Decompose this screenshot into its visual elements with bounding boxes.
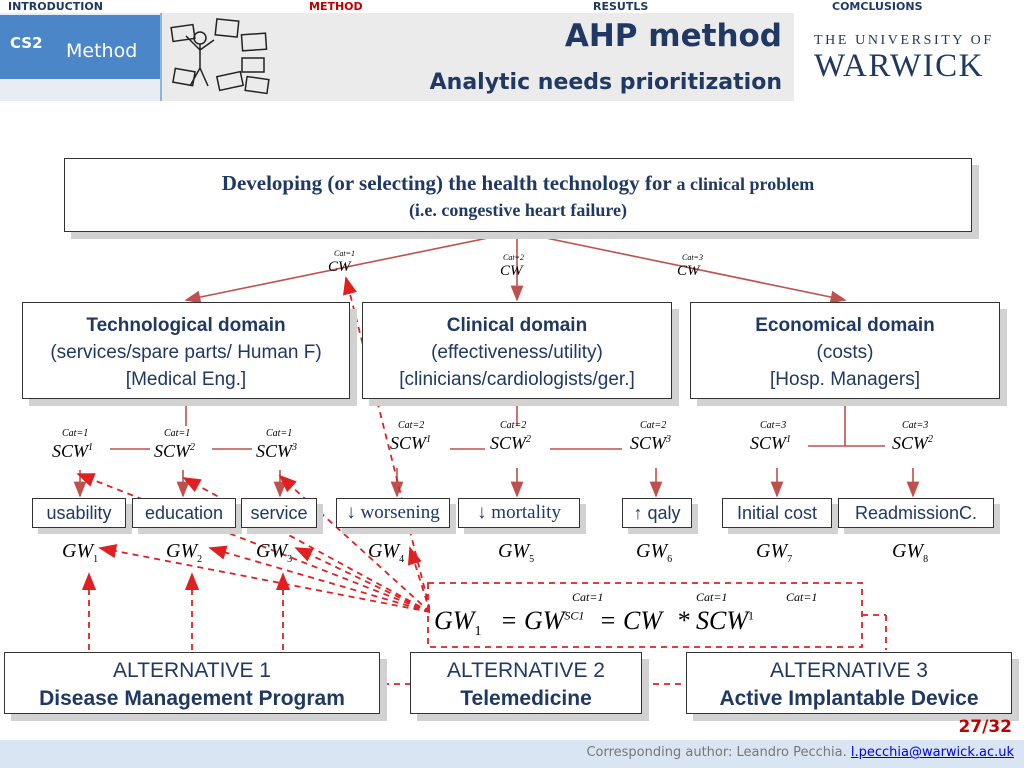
domain-stakeholders: [Hosp. Managers]	[770, 369, 920, 390]
scw-cat: Cat=2	[640, 420, 667, 431]
gw-label: $GW_3$	[256, 540, 293, 565]
domain-title: Economical domain	[755, 315, 935, 336]
formula-cat3: Cat=1	[786, 590, 818, 604]
domain-title: Clinical domain	[446, 315, 588, 336]
clinical-domain-box	[362, 302, 672, 399]
goal-line1: Developing (or selecting) the health technology for	[221, 171, 672, 195]
gw-label: $GW_2$	[166, 540, 203, 565]
domain-title: Technological domain	[86, 315, 286, 336]
page-title: AHP method	[564, 18, 782, 54]
author-email-link[interactable]: l.pecchia@warwick.ac.uk	[850, 745, 1014, 760]
gw-label: $GW_7$	[756, 540, 793, 565]
cw2-cat: Cat=2	[503, 253, 524, 262]
scw-label: SCW$^2$	[490, 433, 531, 453]
cw3-label: CW	[677, 263, 700, 279]
economical-domain-box	[690, 302, 1000, 399]
formula-cat2: Cat=1	[696, 590, 728, 604]
domain-stakeholders: [Medical Eng.]	[125, 369, 247, 390]
footer-author: Corresponding author: Leandro Pecchia.	[586, 745, 847, 760]
technological-domain-box	[22, 302, 350, 399]
alternative-name: Telemedicine	[460, 687, 592, 710]
scw-cat: Cat=2	[500, 420, 527, 431]
criterion-usability: usability	[32, 498, 126, 528]
alternative-3-box	[686, 652, 1012, 714]
gw-label: $GW_8$	[892, 540, 929, 565]
criterion-readmission: ReadmissionC.	[838, 498, 994, 528]
gw-label: $GW_4$	[368, 540, 405, 565]
formula-equation: $GW_1 = GW^{SC1}$ = CW * SCW$^1$	[434, 606, 754, 640]
alternative-2-box	[410, 652, 642, 714]
alternative-title: ALTERNATIVE 3	[770, 659, 928, 682]
scw-cat: Cat=2	[398, 420, 425, 431]
criterion-mortality: ↓ mortality	[458, 498, 580, 528]
domain-stakeholders: [clinicians/cardiologists/ger.]	[399, 369, 635, 390]
page-subtitle: Analytic needs prioritization	[429, 70, 782, 95]
goal-box	[64, 158, 972, 232]
cw3-cat: Cat=3	[682, 253, 703, 262]
cw1-cat: Cat=1	[334, 249, 355, 258]
gw-label: $GW_6$	[636, 540, 673, 565]
alternative-title: ALTERNATIVE 1	[113, 659, 271, 682]
university-logo-line1: THE UNIVERSITY OF	[814, 33, 994, 48]
scw-cat: Cat=1	[266, 428, 293, 439]
scw-label: SCW$^1$	[52, 441, 93, 461]
gw-label: $GW_1$	[62, 540, 99, 565]
university-logo-wordmark: WARWICK	[814, 48, 984, 84]
domain-desc: (costs)	[816, 342, 874, 363]
section-label: Method	[66, 40, 138, 62]
alternative-name: Disease Management Program	[39, 687, 345, 710]
case-study-label: CS2	[10, 34, 43, 52]
nav-introduction[interactable]: INTRODUCTION	[8, 0, 103, 13]
page-number: 27/32	[958, 717, 1012, 737]
scw-label: SCW$^2$	[154, 441, 195, 461]
domain-desc: (effectiveness/utility)	[431, 342, 603, 363]
domain-desc: (services/spare parts/ Human F)	[50, 342, 322, 363]
scw-label: SCW$^3$	[256, 441, 297, 461]
nav-conclusions[interactable]: COMCLUSIONS	[832, 0, 923, 13]
footer-text	[586, 745, 1014, 760]
alternative-title: ALTERNATIVE 2	[447, 659, 605, 682]
scw-label: SCW$^1$	[750, 433, 791, 453]
nav-method[interactable]: METHOD	[309, 0, 363, 13]
criterion-qaly: ↑ qaly	[622, 498, 692, 528]
criterion-service: service	[241, 498, 317, 528]
goal-line2: (i.e. congestive heart failure)	[408, 200, 628, 220]
criterion-education: education	[132, 498, 236, 528]
goal-line1b: a clinical problem	[676, 174, 815, 194]
scw-label: SCW$^2$	[892, 433, 933, 453]
criterion-worsening: ↓ worsening	[336, 498, 450, 528]
cw1-label: CW	[328, 259, 351, 275]
scw-cat: Cat=3	[902, 420, 929, 431]
scw-cat: Cat=3	[760, 420, 787, 431]
alternative-1-box	[4, 652, 380, 714]
alternative-name: Active Implantable Device	[719, 687, 979, 710]
scw-cat: Cat=1	[62, 428, 89, 439]
nav-results[interactable]: RESUTLS	[593, 0, 649, 13]
scw-label: SCW$^3$	[630, 433, 671, 453]
formula-cat1: Cat=1	[572, 590, 604, 604]
gw-label: $GW_5$	[498, 540, 535, 565]
cw2-label: CW	[500, 263, 523, 279]
criterion-initial-cost: Initial cost	[722, 498, 832, 528]
scw-cat: Cat=1	[164, 428, 191, 439]
scw-label: SCW$^1$	[390, 433, 431, 453]
